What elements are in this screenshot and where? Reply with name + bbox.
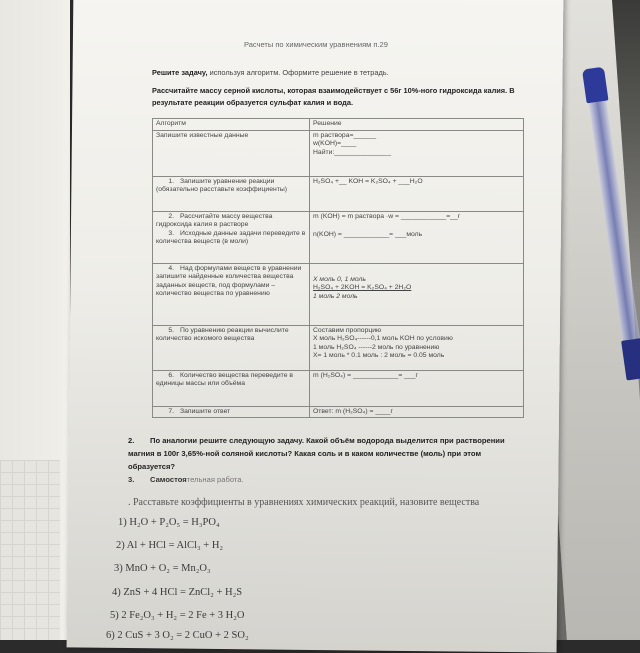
solution-cell: H₂SO₄ +__ KOH = K₂SO₄ + ___H₂O (310, 176, 524, 211)
exercise-intro: . Расставьте коэффициенты в уравнениях химических реакций, назовите вещества (128, 497, 480, 508)
grid-notebook-corner (0, 460, 60, 640)
task-2-number: 2. (128, 436, 135, 445)
algorithm-table (152, 118, 524, 418)
algorithm-cell: 4. Над формулами веществ в уравнении запишите найденные количества вещества заданных веществ, под формулами – количество вещества по уравнению (153, 263, 310, 325)
task-1-text: Рассчитайте массу серной кислоты, которая взаимодействует с 56г 10%-ного гидроксида калия. В результате реакции образуется сульфат калия и вода. (152, 86, 515, 107)
table-row (153, 406, 524, 418)
instruction-line (152, 68, 389, 77)
task-3 (128, 475, 244, 484)
table-row (153, 263, 524, 325)
equation-1: 1) H₂O + P₂O₅ = H₃PO₄ (118, 517, 220, 528)
header-algorithm: Алгоритм (153, 119, 310, 131)
equation-5: 5) 2 Fe₂O₃ + H₂ = 2 Fe + 3 H₂O (110, 610, 245, 621)
table-row (153, 211, 524, 263)
solution-cell: X моль 0, 1 моль H₂SO₄ + 2KOH = K₂SO₄ + 2H₂O 1 моль 2 моль (310, 263, 524, 325)
solution-cell: m раствора=______ w(KOH)=____ Найти:_______________ (310, 130, 524, 176)
task-2 (128, 434, 518, 473)
algorithm-cell: 7. Запишите ответ (153, 406, 310, 418)
task-2-text: По аналогии решите следующую задачу. Какой объём водорода выделится при растворении магния в 100г 3,65%-ной соляной кислоты? Какая соль и в каком количестве (моль) при этом образуется? (128, 436, 505, 471)
worksheet-title: Расчеты по химическим уравнениям п.29 (244, 40, 388, 49)
task-3-label-rest: тельная работа. (186, 475, 244, 484)
task-3-label-bold: Самостоя (150, 475, 187, 484)
instruction-rest: используя алгоритм. Оформите решение в тетрадь. (207, 68, 389, 77)
solution-cell: Ответ: m (H₂SO₄) = ____г (310, 406, 524, 418)
solution-cell: Составим пропорцию X моль H₂SO₄------0,1 моль KOH по условию 1 моль H₂SO₄ ------2 моль по уравнению X= 1 моль * 0.1 моль : 2 моль = 0.05 моль (310, 325, 524, 370)
equation-3: 3) MnO + O₂ = Mn₂O₃ (114, 563, 211, 574)
equation-4: 4) ZnS + 4 HCl = ZnCl₂ + H₂S (112, 587, 243, 598)
equation-2: 2) Al + HCl = AlCl₃ + H₂ (116, 540, 224, 551)
solution-cell: m (H₂SO₄) = ____________= ___г (310, 370, 524, 406)
algorithm-cell: 6. Количество вещества переведите в единицы массы или объёма (153, 370, 310, 406)
header-solution: Решение (310, 119, 524, 131)
table-row (153, 325, 524, 370)
table-row (153, 176, 524, 211)
algorithm-cell: 5. По уравнению реакции вычислите количество искомого вещества (153, 325, 310, 370)
algorithm-cell: Запишите известные данные (153, 130, 310, 176)
task-3-number: 3. (128, 475, 135, 484)
algorithm-cell: 1. Запишите уравнение реакции (обязательно расставьте коэффициенты) (153, 176, 310, 211)
equation-6: 6) 2 CuS + 3 O₂ = 2 CuO + 2 SO₂ (106, 630, 249, 641)
table-row (153, 370, 524, 406)
pen-grip (621, 338, 640, 380)
table-row (153, 130, 524, 176)
solution-cell: m (KOH) = m раствора ·w = ____________=__г n(KOH) = ____________= ___моль (310, 211, 524, 263)
pen-cap (582, 67, 609, 104)
table-header-row (153, 119, 524, 131)
instruction-bold: Решите задачу, (152, 68, 208, 77)
algorithm-cell: 2. Рассчитайте массу вещества гидроксида калия в растворе 3. Исходные данные задачи переведите в количества веществ (в моли) (153, 211, 310, 263)
